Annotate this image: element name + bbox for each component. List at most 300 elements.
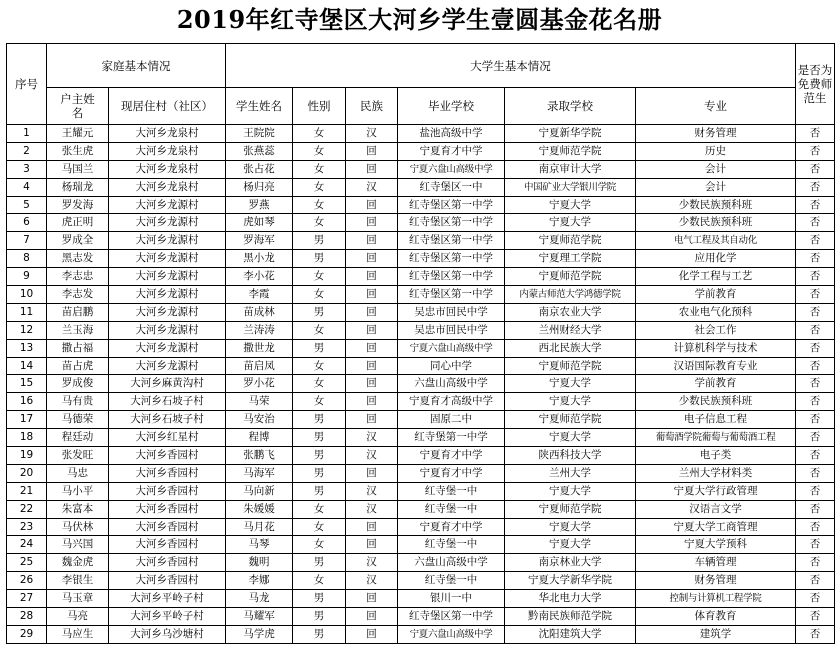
student-name-cell: 王院院 [226, 125, 293, 143]
admission-school-cell: 宁夏大学 [505, 429, 636, 447]
householder-name-cell: 朱富本 [47, 500, 109, 518]
admission-school-cell: 宁夏师范学院 [505, 357, 636, 375]
major-cell: 学前教育 [636, 286, 796, 304]
row-number-cell: 11 [7, 303, 47, 321]
householder-name-cell: 马亮 [47, 608, 109, 626]
ethnicity-cell: 汉 [346, 554, 398, 572]
header-seq: 序号 [7, 44, 47, 125]
residence-village-cell: 大河乡龙泉村 [109, 178, 226, 196]
major-cell: 财务管理 [636, 572, 796, 590]
major-cell: 少数民族预科班 [636, 196, 796, 214]
student-name-cell: 马琴 [226, 536, 293, 554]
graduation-school-cell: 红寺堡区第一中学 [398, 250, 505, 268]
student-name-cell: 虎如琴 [226, 214, 293, 232]
student-name-cell: 程博 [226, 429, 293, 447]
table-row [7, 608, 835, 626]
row-number-cell: 10 [7, 286, 47, 304]
table-row [7, 429, 835, 447]
free-normal-status-cell: 否 [796, 625, 835, 643]
gender-cell: 男 [293, 625, 346, 643]
graduation-school-cell: 红寺堡区第一中学 [398, 214, 505, 232]
ethnicity-cell: 回 [346, 464, 398, 482]
ethnicity-cell: 回 [346, 608, 398, 626]
graduation-school-cell: 六盘山高级中学 [398, 375, 505, 393]
free-normal-status-cell: 否 [796, 429, 835, 447]
gender-cell: 女 [293, 375, 346, 393]
admission-school-cell: 沈阳建筑大学 [505, 625, 636, 643]
residence-village-cell: 大河乡香园村 [109, 554, 226, 572]
free-normal-status-cell: 否 [796, 321, 835, 339]
row-number-cell: 23 [7, 518, 47, 536]
free-normal-status-cell: 否 [796, 196, 835, 214]
ethnicity-cell: 回 [346, 321, 398, 339]
table-row [7, 268, 835, 286]
ethnicity-cell: 汉 [346, 447, 398, 465]
residence-village-cell: 大河乡龙源村 [109, 196, 226, 214]
admission-school-cell: 华北电力大学 [505, 590, 636, 608]
student-name-cell: 朱媛媛 [226, 500, 293, 518]
residence-village-cell: 大河乡龙源村 [109, 214, 226, 232]
admission-school-cell: 宁夏大学 [505, 482, 636, 500]
ethnicity-cell: 回 [346, 375, 398, 393]
residence-village-cell: 大河乡乌沙塘村 [109, 625, 226, 643]
householder-name-cell: 王耀元 [47, 125, 109, 143]
residence-village-cell: 大河乡龙源村 [109, 303, 226, 321]
householder-name-cell: 黑志发 [47, 250, 109, 268]
admission-school-cell: 内蒙古师范大学鸿德学院 [505, 286, 636, 304]
householder-name-cell: 马伏林 [47, 518, 109, 536]
graduation-school-cell: 红寺堡一中 [398, 482, 505, 500]
free-normal-status-cell: 否 [796, 268, 835, 286]
ethnicity-cell: 回 [346, 518, 398, 536]
householder-name-cell: 李银生 [47, 572, 109, 590]
row-number-cell: 6 [7, 214, 47, 232]
residence-village-cell: 大河乡石坡子村 [109, 393, 226, 411]
row-number-cell: 14 [7, 357, 47, 375]
row-number-cell: 27 [7, 590, 47, 608]
row-number-cell: 29 [7, 625, 47, 643]
row-number-cell: 9 [7, 268, 47, 286]
free-normal-status-cell: 否 [796, 160, 835, 178]
student-name-cell: 马荣 [226, 393, 293, 411]
free-normal-status-cell: 否 [796, 250, 835, 268]
gender-cell: 男 [293, 303, 346, 321]
gender-cell: 男 [293, 232, 346, 250]
residence-village-cell: 大河乡石坡子村 [109, 411, 226, 429]
ethnicity-cell: 汉 [346, 482, 398, 500]
householder-name-cell: 罗成俊 [47, 375, 109, 393]
table-row [7, 250, 835, 268]
header-gender: 性别 [293, 88, 346, 125]
header-free-normal: 是否为免费师范生 [796, 44, 835, 125]
householder-name-cell: 马德荣 [47, 411, 109, 429]
table-row [7, 232, 835, 250]
major-cell: 宁夏大学行政管理 [636, 482, 796, 500]
gender-cell: 女 [293, 357, 346, 375]
residence-village-cell: 大河乡平岭子村 [109, 608, 226, 626]
householder-name-cell: 苗启鹏 [47, 303, 109, 321]
admission-school-cell: 南京审计大学 [505, 160, 636, 178]
residence-village-cell: 大河乡龙源村 [109, 339, 226, 357]
row-number-cell: 25 [7, 554, 47, 572]
graduation-school-cell: 宁夏六盘山高级中学 [398, 160, 505, 178]
admission-school-cell: 西北民族大学 [505, 339, 636, 357]
householder-name-cell: 张生虎 [47, 142, 109, 160]
admission-school-cell: 黔南民族师范学院 [505, 608, 636, 626]
major-cell: 兰州大学材料类 [636, 464, 796, 482]
residence-village-cell: 大河乡麻黄沟村 [109, 375, 226, 393]
free-normal-status-cell: 否 [796, 500, 835, 518]
student-name-cell: 马龙 [226, 590, 293, 608]
row-number-cell: 5 [7, 196, 47, 214]
table-row [7, 625, 835, 643]
residence-village-cell: 大河乡龙源村 [109, 268, 226, 286]
major-cell: 体育教育 [636, 608, 796, 626]
householder-name-cell: 兰玉海 [47, 321, 109, 339]
admission-school-cell: 南京农业大学 [505, 303, 636, 321]
free-normal-status-cell: 否 [796, 572, 835, 590]
header-grad-school: 毕业学校 [398, 88, 505, 125]
admission-school-cell: 陕西科技大学 [505, 447, 636, 465]
free-normal-status-cell: 否 [796, 447, 835, 465]
row-number-cell: 16 [7, 393, 47, 411]
major-cell: 化学工程与工艺 [636, 268, 796, 286]
gender-cell: 男 [293, 482, 346, 500]
row-number-cell: 7 [7, 232, 47, 250]
row-number-cell: 20 [7, 464, 47, 482]
ethnicity-cell: 汉 [346, 500, 398, 518]
ethnicity-cell: 回 [346, 160, 398, 178]
ethnicity-cell: 回 [346, 536, 398, 554]
ethnicity-cell: 回 [346, 196, 398, 214]
table-row [7, 536, 835, 554]
student-name-cell: 罗海军 [226, 232, 293, 250]
graduation-school-cell: 红寺堡一中 [398, 572, 505, 590]
graduation-school-cell: 吴忠市回民中学 [398, 321, 505, 339]
free-normal-status-cell: 否 [796, 142, 835, 160]
admission-school-cell: 宁夏大学 [505, 375, 636, 393]
admission-school-cell: 宁夏大学 [505, 196, 636, 214]
householder-name-cell: 杨瑞龙 [47, 178, 109, 196]
student-name-cell: 马月花 [226, 518, 293, 536]
householder-name-cell: 撒占福 [47, 339, 109, 357]
table-row [7, 518, 835, 536]
gender-cell: 男 [293, 447, 346, 465]
major-cell: 社会工作 [636, 321, 796, 339]
free-normal-status-cell: 否 [796, 536, 835, 554]
free-normal-status-cell: 否 [796, 232, 835, 250]
ethnicity-cell: 回 [346, 625, 398, 643]
student-name-cell: 兰涛涛 [226, 321, 293, 339]
student-name-cell: 马安治 [226, 411, 293, 429]
admission-school-cell: 宁夏师范学院 [505, 142, 636, 160]
ethnicity-cell: 回 [346, 339, 398, 357]
student-name-cell: 张占花 [226, 160, 293, 178]
major-cell: 汉语国际教育专业 [636, 357, 796, 375]
major-cell: 葡萄酒学院葡萄与葡萄酒工程 [636, 429, 796, 447]
student-name-cell: 罗燕 [226, 196, 293, 214]
graduation-school-cell: 红寺堡区第一中学 [398, 608, 505, 626]
free-normal-status-cell: 否 [796, 357, 835, 375]
gender-cell: 女 [293, 286, 346, 304]
header-student-name: 学生姓名 [226, 88, 293, 125]
student-name-cell: 苗启凤 [226, 357, 293, 375]
ethnicity-cell: 汉 [346, 429, 398, 447]
gender-cell: 男 [293, 608, 346, 626]
header-householder: 户主姓名 [47, 88, 109, 125]
row-number-cell: 4 [7, 178, 47, 196]
table-row [7, 464, 835, 482]
residence-village-cell: 大河乡龙泉村 [109, 160, 226, 178]
residence-village-cell: 大河乡龙泉村 [109, 125, 226, 143]
student-name-cell: 李霞 [226, 286, 293, 304]
admission-school-cell: 宁夏大学 [505, 393, 636, 411]
admission-school-cell: 宁夏大学新华学院 [505, 572, 636, 590]
table-row [7, 411, 835, 429]
gender-cell: 女 [293, 268, 346, 286]
row-number-cell: 24 [7, 536, 47, 554]
row-number-cell: 13 [7, 339, 47, 357]
admission-school-cell: 宁夏师范学院 [505, 411, 636, 429]
residence-village-cell: 大河乡龙源村 [109, 286, 226, 304]
student-name-cell: 魏明 [226, 554, 293, 572]
graduation-school-cell: 银川一中 [398, 590, 505, 608]
free-normal-status-cell: 否 [796, 411, 835, 429]
residence-village-cell: 大河乡龙源村 [109, 321, 226, 339]
student-name-cell: 黑小龙 [226, 250, 293, 268]
major-cell: 电气工程及其自动化 [636, 232, 796, 250]
admission-school-cell: 宁夏大学 [505, 518, 636, 536]
row-number-cell: 18 [7, 429, 47, 447]
table-row [7, 375, 835, 393]
graduation-school-cell: 红寺堡区一中 [398, 178, 505, 196]
graduation-school-cell: 红寺堡一中 [398, 536, 505, 554]
table-row [7, 590, 835, 608]
graduation-school-cell: 六盘山高级中学 [398, 554, 505, 572]
row-number-cell: 12 [7, 321, 47, 339]
gender-cell: 男 [293, 429, 346, 447]
table-row [7, 196, 835, 214]
major-cell: 应用化学 [636, 250, 796, 268]
header-residence: 现居住村（社区） [109, 88, 226, 125]
row-number-cell: 21 [7, 482, 47, 500]
householder-name-cell: 马应生 [47, 625, 109, 643]
gender-cell: 女 [293, 196, 346, 214]
row-number-cell: 26 [7, 572, 47, 590]
student-fund-table [6, 43, 835, 644]
gender-cell: 男 [293, 590, 346, 608]
residence-village-cell: 大河乡红星村 [109, 429, 226, 447]
page-title: 2019年红寺堡区大河乡学生壹圆基金花名册 [176, 5, 663, 34]
gender-cell: 女 [293, 214, 346, 232]
table-row [7, 214, 835, 232]
free-normal-status-cell: 否 [796, 125, 835, 143]
graduation-school-cell: 红寺堡区第一中学 [398, 268, 505, 286]
header-ethnicity: 民族 [346, 88, 398, 125]
gender-cell: 女 [293, 178, 346, 196]
gender-cell: 女 [293, 500, 346, 518]
admission-school-cell: 宁夏大学 [505, 214, 636, 232]
table-row [7, 321, 835, 339]
free-normal-status-cell: 否 [796, 608, 835, 626]
residence-village-cell: 大河乡平岭子村 [109, 590, 226, 608]
gender-cell: 男 [293, 411, 346, 429]
graduation-school-cell: 宁夏育才中学 [398, 142, 505, 160]
gender-cell: 男 [293, 464, 346, 482]
graduation-school-cell: 宁夏六盘山高级中学 [398, 339, 505, 357]
admission-school-cell: 宁夏理工学院 [505, 250, 636, 268]
ethnicity-cell: 汉 [346, 572, 398, 590]
header-admit-school: 录取学校 [505, 88, 636, 125]
gender-cell: 女 [293, 160, 346, 178]
table-row [7, 482, 835, 500]
student-name-cell: 罗小花 [226, 375, 293, 393]
graduation-school-cell: 红寺堡区第一中学 [398, 286, 505, 304]
graduation-school-cell: 红寺堡一中 [398, 500, 505, 518]
admission-school-cell: 宁夏大学 [505, 536, 636, 554]
householder-name-cell: 罗成全 [47, 232, 109, 250]
student-name-cell: 李小花 [226, 268, 293, 286]
ethnicity-cell: 回 [346, 250, 398, 268]
gender-cell: 女 [293, 125, 346, 143]
admission-school-cell: 兰州财经大学 [505, 321, 636, 339]
free-normal-status-cell: 否 [796, 375, 835, 393]
ethnicity-cell: 回 [346, 357, 398, 375]
table-row [7, 160, 835, 178]
free-normal-status-cell: 否 [796, 393, 835, 411]
free-normal-status-cell: 否 [796, 214, 835, 232]
gender-cell: 女 [293, 321, 346, 339]
graduation-school-cell: 宁夏育才高级中学 [398, 393, 505, 411]
table-row [7, 447, 835, 465]
student-name-cell: 苗成林 [226, 303, 293, 321]
major-cell: 车辆管理 [636, 554, 796, 572]
gender-cell: 女 [293, 572, 346, 590]
row-number-cell: 1 [7, 125, 47, 143]
table-row [7, 393, 835, 411]
major-cell: 会计 [636, 178, 796, 196]
major-cell: 历史 [636, 142, 796, 160]
householder-name-cell: 罗发海 [47, 196, 109, 214]
ethnicity-cell: 回 [346, 393, 398, 411]
student-name-cell: 李娜 [226, 572, 293, 590]
gender-cell: 男 [293, 250, 346, 268]
row-number-cell: 19 [7, 447, 47, 465]
major-cell: 少数民族预科班 [636, 393, 796, 411]
header-major: 专业 [636, 88, 796, 125]
ethnicity-cell: 回 [346, 142, 398, 160]
row-number-cell: 8 [7, 250, 47, 268]
major-cell: 电子信息工程 [636, 411, 796, 429]
row-number-cell: 15 [7, 375, 47, 393]
householder-name-cell: 马有贵 [47, 393, 109, 411]
student-name-cell: 马向新 [226, 482, 293, 500]
graduation-school-cell: 固原二中 [398, 411, 505, 429]
admission-school-cell: 兰州大学 [505, 464, 636, 482]
graduation-school-cell: 吴忠市回民中学 [398, 303, 505, 321]
householder-name-cell: 程廷动 [47, 429, 109, 447]
gender-cell: 男 [293, 339, 346, 357]
free-normal-status-cell: 否 [796, 303, 835, 321]
ethnicity-cell: 回 [346, 214, 398, 232]
admission-school-cell: 中国矿业大学银川学院 [505, 178, 636, 196]
header-family-group: 家庭基本情况 [47, 44, 226, 88]
ethnicity-cell: 汉 [346, 178, 398, 196]
free-normal-status-cell: 否 [796, 286, 835, 304]
major-cell: 控制与计算机工程学院 [636, 590, 796, 608]
student-name-cell: 马学虎 [226, 625, 293, 643]
student-name-cell: 张燕蕊 [226, 142, 293, 160]
householder-name-cell: 苗占虎 [47, 357, 109, 375]
row-number-cell: 17 [7, 411, 47, 429]
student-name-cell: 张鹏飞 [226, 447, 293, 465]
free-normal-status-cell: 否 [796, 339, 835, 357]
major-cell: 电子类 [636, 447, 796, 465]
residence-village-cell: 大河乡香园村 [109, 572, 226, 590]
householder-name-cell: 李志忠 [47, 268, 109, 286]
table-row [7, 500, 835, 518]
major-cell: 宁夏大学工商管理 [636, 518, 796, 536]
gender-cell: 女 [293, 142, 346, 160]
residence-village-cell: 大河乡香园村 [109, 536, 226, 554]
graduation-school-cell: 红寺堡区第一中学 [398, 232, 505, 250]
table-row [7, 357, 835, 375]
ethnicity-cell: 回 [346, 286, 398, 304]
table-row [7, 339, 835, 357]
free-normal-status-cell: 否 [796, 482, 835, 500]
major-cell: 少数民族预科班 [636, 214, 796, 232]
graduation-school-cell: 宁夏育才中学 [398, 464, 505, 482]
row-number-cell: 22 [7, 500, 47, 518]
residence-village-cell: 大河乡香园村 [109, 464, 226, 482]
residence-village-cell: 大河乡龙源村 [109, 357, 226, 375]
graduation-school-cell: 宁夏六盘山高级中学 [398, 625, 505, 643]
major-cell: 学前教育 [636, 375, 796, 393]
residence-village-cell: 大河乡香园村 [109, 518, 226, 536]
gender-cell: 女 [293, 393, 346, 411]
residence-village-cell: 大河乡龙泉村 [109, 142, 226, 160]
table-row [7, 554, 835, 572]
major-cell: 会计 [636, 160, 796, 178]
ethnicity-cell: 回 [346, 268, 398, 286]
graduation-school-cell: 红寺堡第一中学 [398, 429, 505, 447]
residence-village-cell: 大河乡龙源村 [109, 232, 226, 250]
row-number-cell: 2 [7, 142, 47, 160]
graduation-school-cell: 宁夏育才中学 [398, 447, 505, 465]
admission-school-cell: 宁夏师范学院 [505, 268, 636, 286]
householder-name-cell: 李志发 [47, 286, 109, 304]
admission-school-cell: 宁夏新华学院 [505, 125, 636, 143]
table-row [7, 125, 835, 143]
residence-village-cell: 大河乡香园村 [109, 500, 226, 518]
ethnicity-cell: 回 [346, 590, 398, 608]
table-row [7, 142, 835, 160]
householder-name-cell: 魏金虎 [47, 554, 109, 572]
header-student-group: 大学生基本情况 [226, 44, 796, 88]
residence-village-cell: 大河乡香园村 [109, 447, 226, 465]
ethnicity-cell: 汉 [346, 125, 398, 143]
major-cell: 建筑学 [636, 625, 796, 643]
free-normal-status-cell: 否 [796, 518, 835, 536]
table-row [7, 303, 835, 321]
free-normal-status-cell: 否 [796, 554, 835, 572]
householder-name-cell: 张发旺 [47, 447, 109, 465]
student-name-cell: 马海军 [226, 464, 293, 482]
major-cell: 财务管理 [636, 125, 796, 143]
row-number-cell: 28 [7, 608, 47, 626]
householder-name-cell: 虎正明 [47, 214, 109, 232]
gender-cell: 男 [293, 554, 346, 572]
